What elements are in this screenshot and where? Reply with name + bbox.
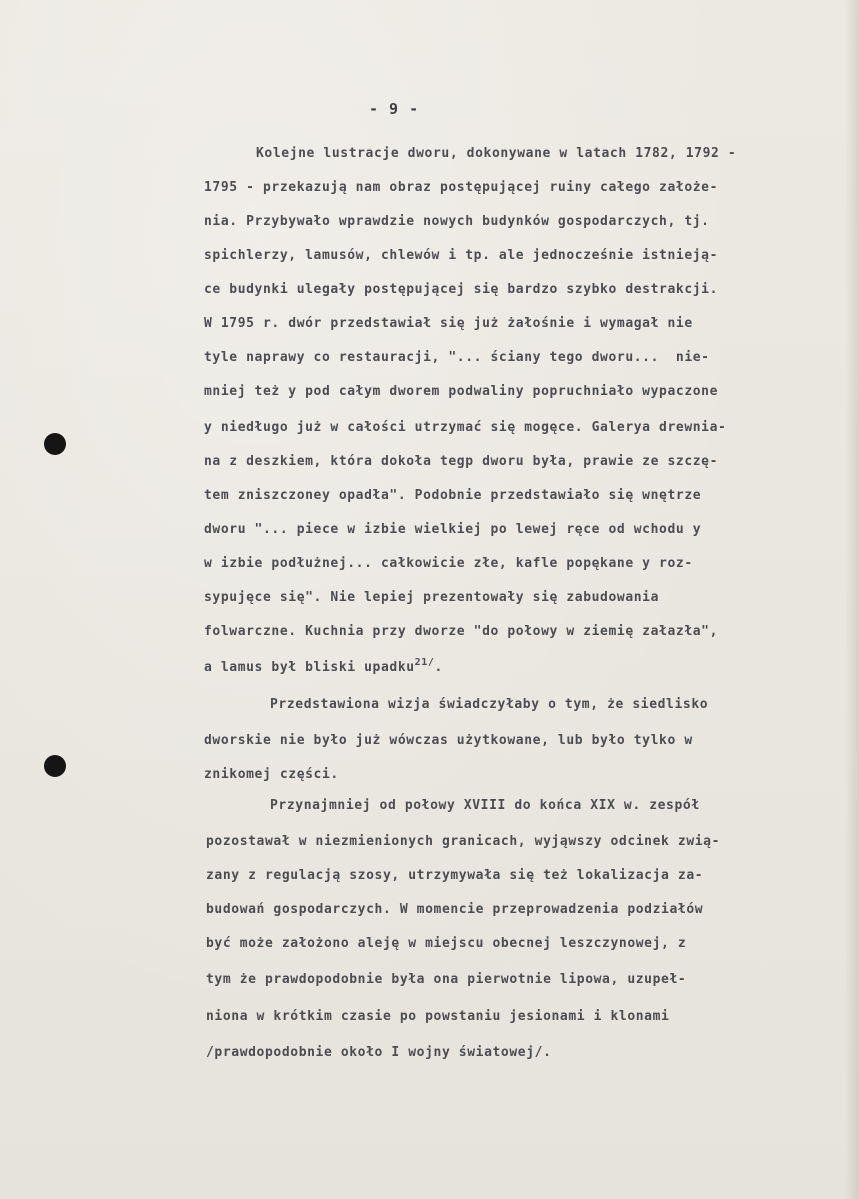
text-line: pozostawał w niezmienionych granicach, wyjąwszy odcinek zwią- (206, 834, 721, 849)
footnote-reference: 21/ (414, 657, 435, 668)
punch-hole (44, 433, 66, 455)
text-line: tym że prawdopodobnie była ona pierwotnie lipowa, uzupeł- (206, 972, 687, 987)
text-line: nia. Przybywało wprawdzie nowych budynków gospodarczych, tj. (204, 214, 710, 229)
text-line: spichlerzy, lamusów, chlewów i tp. ale jednocześnie istnieją- (204, 248, 719, 263)
text-line: /prawdopodobnie około I wojny światowej/. (206, 1045, 552, 1060)
text-line: tem zniszczoney opadła". Podobnie przedstawiało się wnętrze (204, 488, 702, 503)
text-line: y niedługo już w całości utrzymać się mogęce. Galerya drewnia- (204, 420, 727, 435)
text-line: 1795 - przekazują nam obraz postępującej ruiny całego założe- (204, 180, 719, 195)
text-line: mniej też y pod całym dworem podwaliny popruchniało wypaczone (204, 384, 719, 399)
punch-hole (44, 755, 66, 777)
text-line: na z deszkiem, która dokoła tegp dworu była, prawie ze szczę- (204, 454, 719, 469)
text-line: znikomej części. (204, 767, 339, 782)
text-line: ce budynki ulegały postępującej się bardzo szybko destrakcji. (204, 282, 719, 297)
text-line: zany z regulacją szosy, utrzymywała się też lokalizacja za- (206, 868, 704, 883)
text-line: tyle naprawy co restauracji, "... ściany tego dworu... nie- (204, 350, 710, 365)
page-number: - 9 - (369, 100, 420, 118)
text-line: a lamus był bliski upadku (204, 660, 415, 675)
text-line: W 1795 r. dwór przedstawiał się już żałośnie i wymagał nie (204, 316, 693, 331)
text-line: dworskie nie było już wówczas użytkowane, lub było tylko w (204, 733, 693, 748)
text-line: być może założono aleję w miejscu obecnej leszczynowej, z (206, 936, 687, 951)
text-line: dworu "... piece w izbie wielkiej po lewej ręce od wchodu y (204, 522, 702, 537)
text-line: Przynajmniej od połowy XVIII do końca XIX w. zespół (270, 798, 700, 813)
text-line: folwarczne. Kuchnia przy dworze "do połowy w ziemię załazła", (204, 624, 719, 639)
text-line: budowań gospodarczych. W momencie przeprowadzenia podziałów (206, 902, 704, 917)
paper-edge-shadow (845, 0, 859, 1199)
text-line: Przedstawiona wizja świadczyłaby o tym, że siedlisko (270, 697, 709, 712)
text-line-with-footnote (204, 659, 443, 677)
text-line: niona w krótkim czasie po powstaniu jesionami i klonami (206, 1009, 670, 1024)
text-line: Kolejne lustracje dworu, dokonywane w latach 1782, 1792 - (256, 146, 737, 161)
text-line: sypujęce się". Nie lepiej prezentowały się zabudowania (204, 590, 660, 605)
text-line: w izbie podłużnej... całkowicie złe, kafle popękane y roz- (204, 556, 693, 571)
sentence-end: . (434, 660, 443, 675)
